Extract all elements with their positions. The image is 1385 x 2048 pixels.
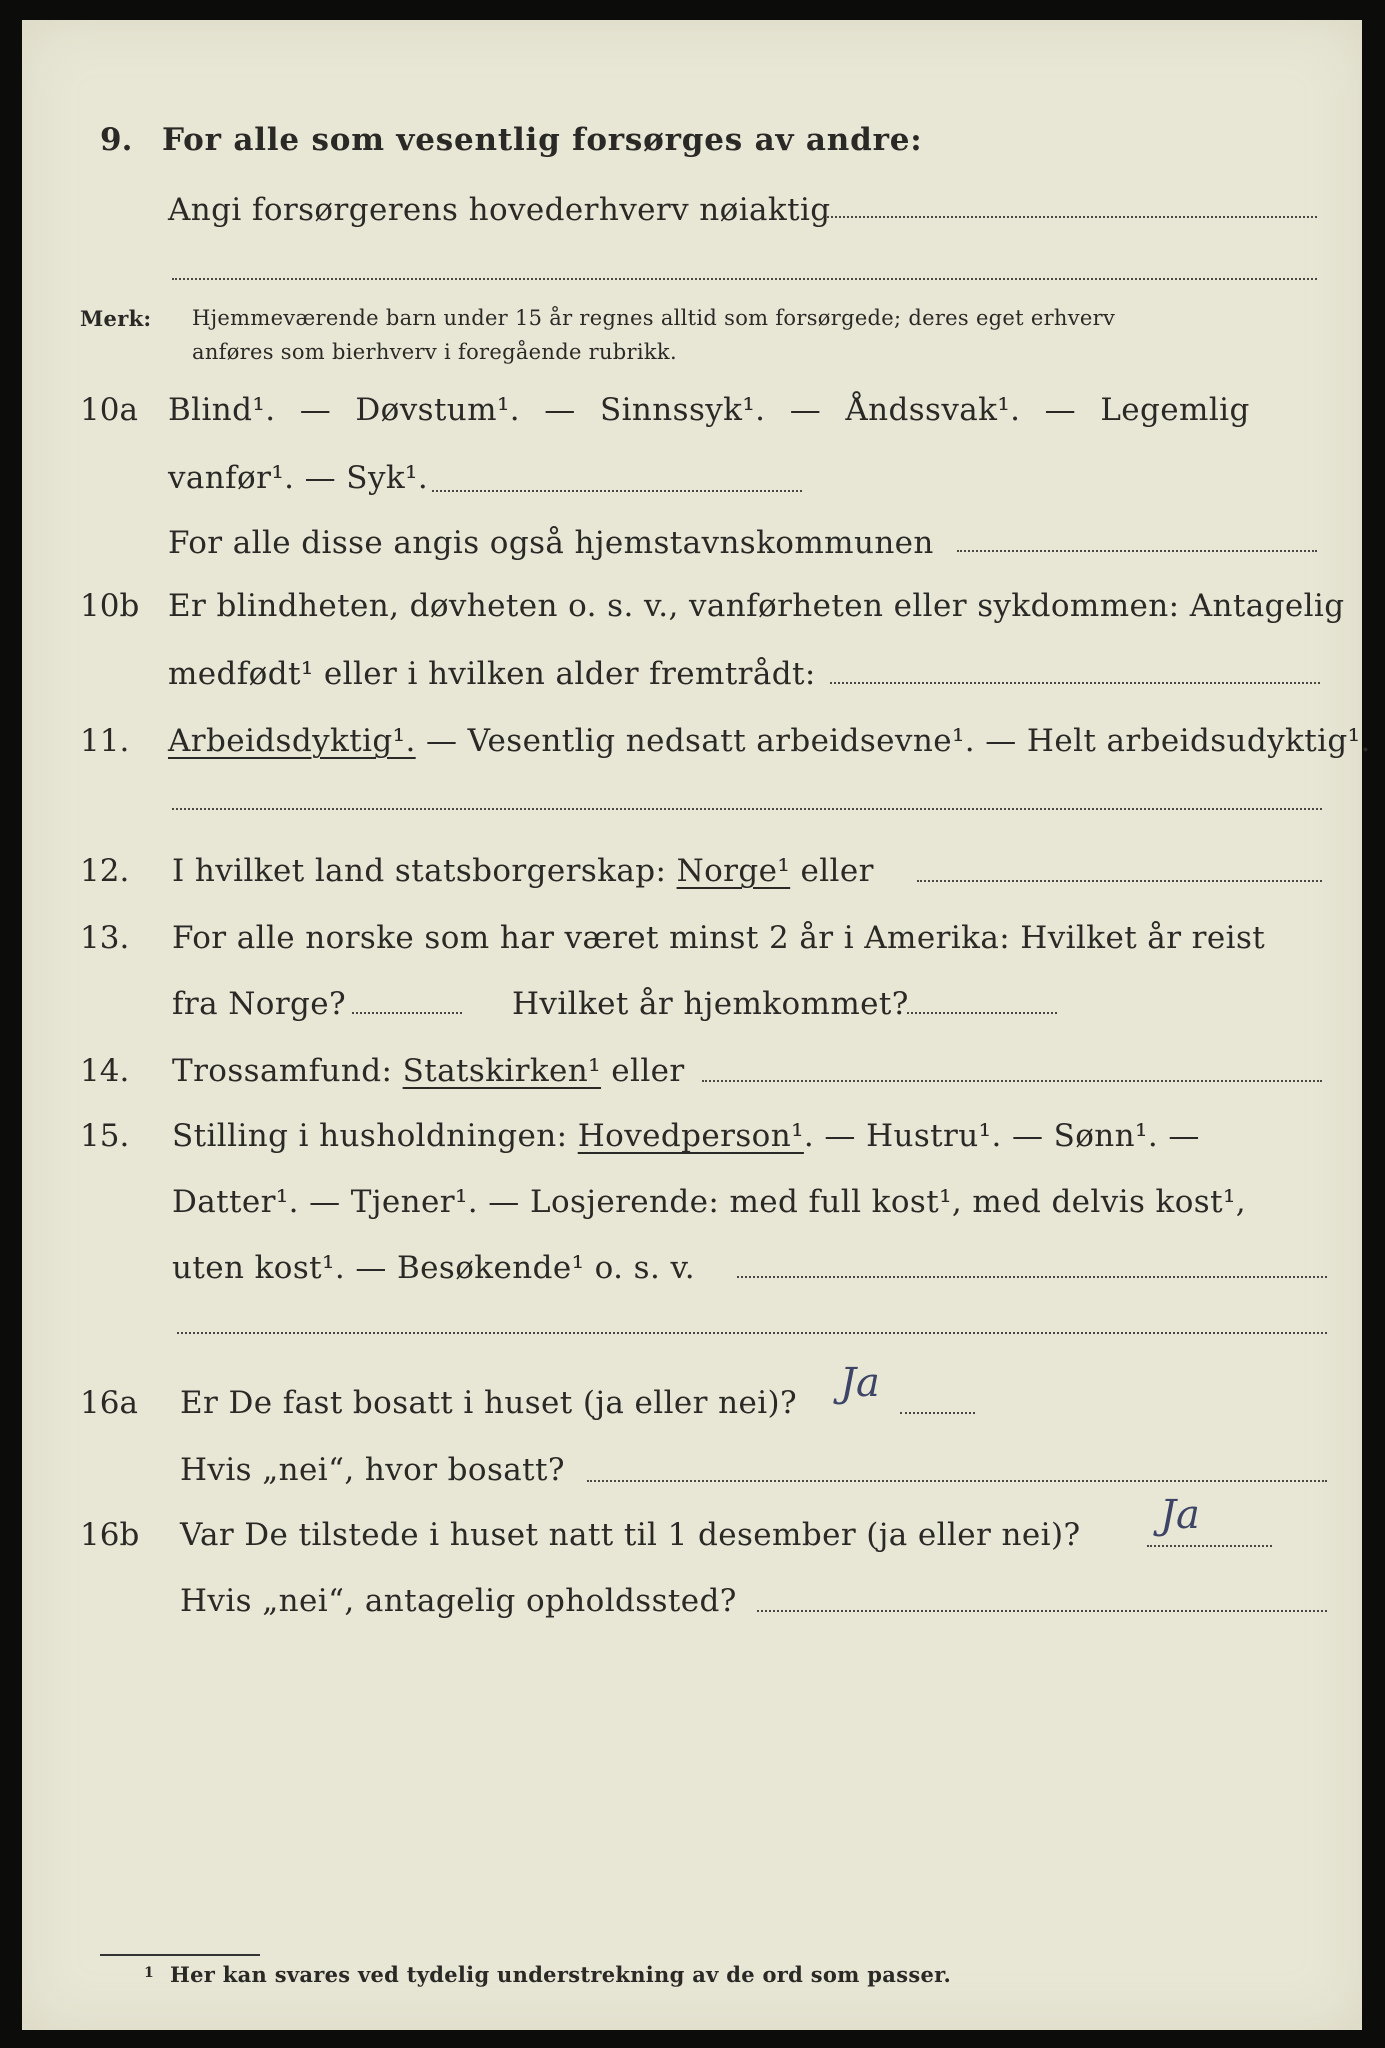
q12-prompt: I hvilket land statsborgerskap: xyxy=(172,853,677,889)
q13-line2b: Hvilket år hjemkommet? xyxy=(512,986,909,1022)
merk-line1: Hjemmeværende barn under 15 år regnes alltid som forsørgede; deres eget erhverv xyxy=(192,306,1116,330)
q14-line xyxy=(172,1053,685,1089)
q16b-location-line xyxy=(757,1610,1327,1612)
q15-line1 xyxy=(172,1118,1200,1154)
q10b-line1: Er blindheten, døvheten o. s. v., vanførheten eller sykdommen: Antagelig xyxy=(168,588,1345,624)
footnote-rule xyxy=(100,1954,260,1956)
q12-line xyxy=(172,853,874,889)
q10b-line2: medfødt¹ eller i hvilken alder fremtrådt: xyxy=(168,656,816,692)
q12-answer-line xyxy=(917,880,1322,882)
q12-option-norway: Norge¹ xyxy=(676,853,791,889)
q13-departure-year-line xyxy=(352,1012,462,1014)
q9-line1: For alle som vesentlig forsørges av andre: xyxy=(162,122,923,158)
q13-return-year-line xyxy=(907,1012,1057,1014)
q15-option-head: Hovedperson¹ xyxy=(577,1118,804,1154)
q11-number: 11. xyxy=(80,723,130,759)
q13-number: 13. xyxy=(80,920,130,956)
q14-option-state-church: Statskirken¹ xyxy=(402,1053,601,1089)
q16a-answer-line xyxy=(900,1412,975,1414)
q10b-number: 10b xyxy=(80,588,140,624)
q9-line2: Angi forsørgerens hovederhverv nøiaktig xyxy=(168,192,831,228)
q15-answer-line xyxy=(737,1276,1327,1278)
q10a-number: 10a xyxy=(80,392,138,428)
census-form-page xyxy=(22,20,1371,2030)
q11-options-rest: — Vesentlig nedsatt arbeidsevne¹. — Helt arbeidsudyktig¹. xyxy=(415,723,1371,759)
q12-number: 12. xyxy=(80,853,130,889)
q15-prompt: Stilling i husholdningen: xyxy=(172,1118,578,1154)
q11-line xyxy=(168,723,1371,759)
merk-line2: anføres som bierhverv i foregående rubrikk. xyxy=(192,340,677,364)
q13-line2a: fra Norge? xyxy=(172,986,347,1022)
q14-answer-line xyxy=(702,1080,1322,1082)
q10a-line1: Blind¹. — Døvstum¹. — Sinnssyk¹. — Åndssvak¹. — Legemlig xyxy=(168,392,1250,428)
q16a-line2: Hvis „nei“, hvor bosatt? xyxy=(180,1452,565,1488)
q12-or: eller xyxy=(790,853,874,889)
footnote-marker: 1 xyxy=(144,1965,155,1981)
q16b-line2: Hvis „nei“, antagelig opholdssted? xyxy=(180,1583,737,1619)
q9-number: 9. xyxy=(100,122,133,158)
q10b-answer-line xyxy=(830,682,1320,684)
merk-label: Merk: xyxy=(80,306,152,331)
q14-or: eller xyxy=(601,1053,685,1089)
q10a-municipality-line xyxy=(957,550,1317,552)
q13-line1: For alle norske som har været minst 2 år i Amerika: Hvilket år reist xyxy=(172,920,1266,956)
q16a-number: 16a xyxy=(80,1385,138,1421)
footnote-text: Her kan svares ved tydelig understrekning av de ord som passer. xyxy=(170,1962,952,1987)
q10a-line3: For alle disse angis også hjemstavnskommunen xyxy=(168,525,934,561)
q16a-line1: Er De fast bosatt i huset (ja eller nei)? xyxy=(180,1385,798,1421)
q10a-sick-answer-line xyxy=(432,490,802,492)
q15-number: 15. xyxy=(80,1118,130,1154)
q14-number: 14. xyxy=(80,1053,130,1089)
q9-answer-line-2 xyxy=(172,278,1317,280)
q15-line2: Datter¹. — Tjener¹. — Losjerende: med full kost¹, med delvis kost¹, xyxy=(172,1184,1247,1220)
q16a-handwritten-answer: Ja xyxy=(840,1360,880,1406)
q15-answer-line-2 xyxy=(177,1332,1327,1334)
q11-option-able: Arbeidsdyktig¹. xyxy=(168,723,416,759)
q16a-residence-line xyxy=(587,1480,1327,1482)
q14-prompt: Trossamfund: xyxy=(172,1053,403,1089)
q15-options-1: . — Hustru¹. — Sønn¹. — xyxy=(803,1118,1200,1154)
q15-line3: uten kost¹. — Besøkende¹ o. s. v. xyxy=(172,1250,695,1286)
q16b-line1: Var De tilstede i huset natt til 1 desember (ja eller nei)? xyxy=(180,1517,1081,1553)
q11-answer-line xyxy=(172,808,1322,810)
q9-answer-line xyxy=(827,216,1317,218)
q16b-handwritten-answer: Ja xyxy=(1160,1492,1200,1538)
q16b-answer-line xyxy=(1147,1545,1272,1547)
q10a-line2: vanfør¹. — Syk¹. xyxy=(168,460,429,496)
q16b-number: 16b xyxy=(80,1517,140,1553)
